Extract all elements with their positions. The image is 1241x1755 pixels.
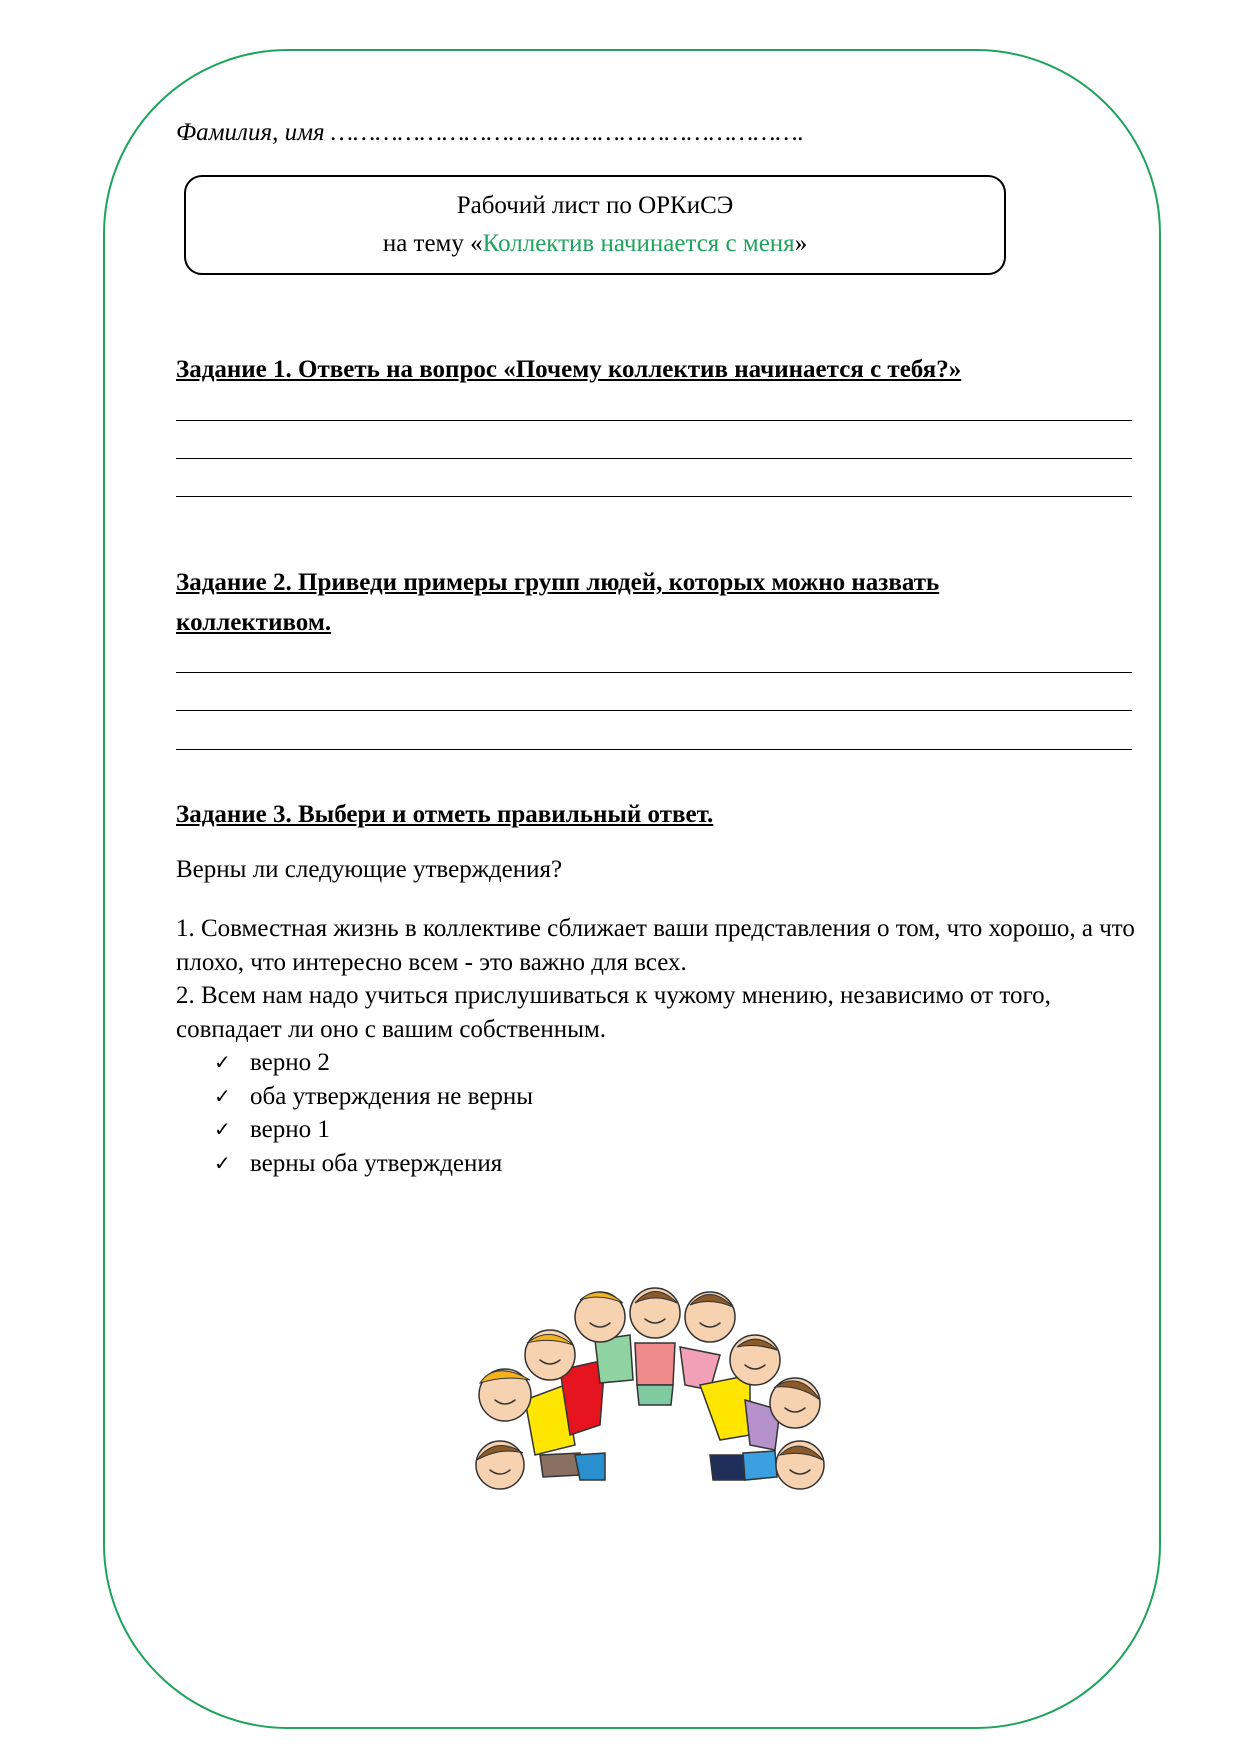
option-label: верно 2 <box>250 1049 330 1076</box>
task-1-answer-line[interactable] <box>176 458 1132 459</box>
title-box <box>184 175 1006 275</box>
topic-prefix: на тему « <box>382 230 483 257</box>
statement-2: 2. Всем нам надо учиться прислушиваться к чужому мнению, независимо от того, совпадает ли оно с вашим собственным. <box>176 982 1051 1043</box>
child-shirt <box>635 1343 675 1385</box>
name-dots: ………………………………………………………. <box>330 119 804 146</box>
task-2-title-line-1: Задание 2. Приведи примеры групп людей, которых можно назвать <box>176 569 940 596</box>
name-field[interactable] <box>176 119 804 147</box>
children-circle-illustration <box>455 1275 845 1500</box>
topic-suffix: » <box>794 230 808 257</box>
option-item[interactable] <box>214 1046 533 1080</box>
child-dress <box>700 1375 750 1440</box>
task-2-answer-line[interactable] <box>176 672 1132 673</box>
name-label: Фамилия, имя <box>176 119 325 146</box>
child-shirt <box>743 1451 777 1480</box>
task-1-title: Задание 1. Ответь на вопрос «Почему коллектив начинается с тебя?» <box>176 356 962 383</box>
topic-text: Коллектив начинается с меня <box>482 230 795 257</box>
task-3-title: Задание 3. Выбери и отметь правильный ответ. <box>176 801 714 828</box>
statement-1: 1. Совместная жизнь в коллективе сближает ваши представления о том, что хорошо, а что плохо, что интересно всем - это важно для всех. <box>176 915 1135 976</box>
child-shorts <box>575 1453 605 1480</box>
task-2-answer-line[interactable] <box>176 749 1132 750</box>
checkmark-icon: ✓ <box>214 1050 231 1074</box>
checkmark-icon: ✓ <box>214 1150 231 1175</box>
task-1-answer-line[interactable] <box>176 420 1132 421</box>
child-shorts <box>710 1455 745 1480</box>
task-3-statements <box>176 912 1136 1046</box>
task-3-question: Верны ли следующие утверждения? <box>176 856 563 883</box>
worksheet-title: Рабочий лист по ОРКиСЭ <box>456 192 734 219</box>
option-label: верны оба утверждения <box>250 1149 503 1177</box>
worksheet-topic-line <box>186 225 1004 263</box>
option-item[interactable] <box>214 1113 533 1147</box>
task-2-answer-line[interactable] <box>176 710 1132 711</box>
task-2-title-line-2: коллективом. <box>176 609 332 636</box>
checkmark-icon: ✓ <box>214 1117 231 1141</box>
option-label: оба утверждения не верны <box>250 1082 533 1110</box>
option-item[interactable] <box>214 1147 533 1181</box>
child-shorts <box>637 1385 673 1405</box>
checkmark-icon: ✓ <box>214 1083 231 1108</box>
option-label: верно 1 <box>250 1116 330 1143</box>
task-3-options <box>214 1046 533 1180</box>
option-item[interactable] <box>214 1080 533 1114</box>
task-1-answer-line[interactable] <box>176 496 1132 497</box>
child-shirt <box>540 1453 580 1477</box>
